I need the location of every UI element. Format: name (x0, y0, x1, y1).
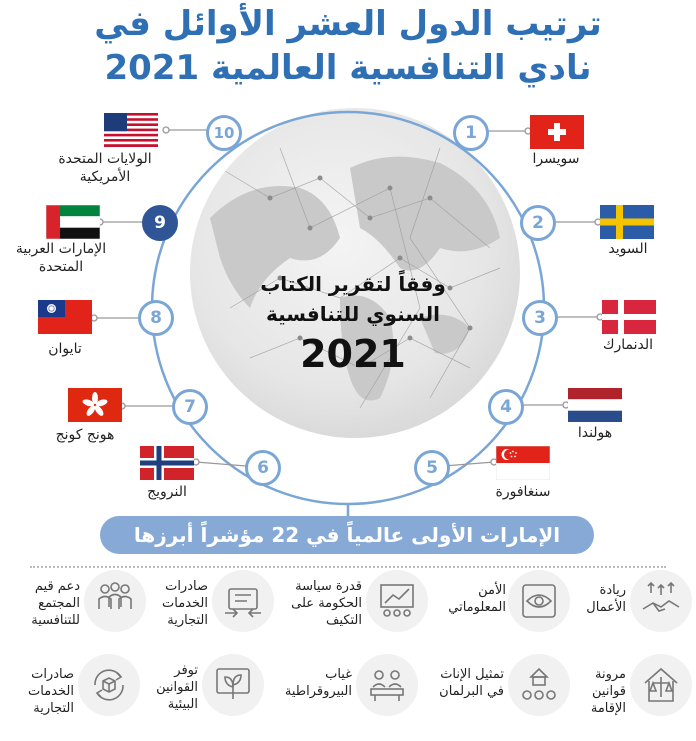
uae-flag (46, 205, 100, 239)
meeting-table-icon (356, 654, 418, 716)
country-name-3: الدنمارك (602, 337, 654, 353)
rank-3-badge: 3 (522, 300, 558, 336)
center-year: 2021 (300, 332, 406, 376)
indicator-10-line3: التجارية (33, 701, 74, 716)
indicator-8-line1: غياب (325, 667, 352, 682)
indicator-4-line1: صادرات (165, 579, 208, 594)
center-caption-line2: السنوي للتنافسية (266, 302, 440, 326)
indicator-8-line2: البيروقراطية (284, 684, 352, 699)
indicator-10-line1: صادرات (31, 667, 74, 682)
presentation-chart-icon (366, 570, 428, 632)
country-name-4: هولندا (577, 425, 613, 441)
page-title-line2: نادي التنافسية العالمية 2021 (104, 48, 592, 88)
rank-8-badge: 8 (138, 300, 174, 336)
country-name-9-line1: الإمارات العربية (15, 241, 107, 257)
indicator-3-line2: الحكومة على (291, 596, 362, 611)
house-scales-icon (630, 654, 692, 716)
hong-kong-flag (68, 388, 122, 422)
indicator-1-line2: الأعمال (586, 600, 626, 615)
indicator-2-line1: الأمن (478, 583, 506, 598)
divider (30, 566, 666, 568)
box-cycle-icon (78, 654, 140, 716)
rank-4-badge: 4 (488, 389, 524, 425)
parliament-icon (508, 654, 570, 716)
country-name-9-line2: المتحدة (38, 259, 84, 275)
page-title-line1: ترتيب الدول العشر الأوائل في (94, 4, 602, 44)
rank-10-badge: 10 (206, 115, 242, 151)
rank-7-badge: 7 (172, 389, 208, 425)
country-name-7: هونج كونج (55, 427, 115, 443)
singapore-flag (496, 446, 550, 480)
country-name-10-line1: الولايات المتحدة (58, 151, 152, 167)
country-name-1: سويسرا (532, 151, 580, 167)
country-name-5: سنغافورة (495, 484, 551, 500)
indicator-6-line2: قوانين (592, 684, 626, 699)
indicator-3-line1: قدرة سياسة (295, 579, 362, 594)
rank-1-badge: 1 (453, 115, 489, 151)
uae-first-banner: الإمارات الأولى عالمياً في 22 مؤشراً أبرزها (100, 516, 594, 554)
netherlands-flag (568, 388, 622, 422)
indicator-5-line1: دعم قيم (34, 579, 80, 594)
sweden-flag (600, 205, 654, 239)
indicator-3-line3: التكيف (325, 613, 362, 628)
rank-9-badge: 9 (142, 205, 178, 241)
rank-2-badge: 2 (520, 205, 556, 241)
rank-5-badge: 5 (414, 450, 450, 486)
country-name-10-line2: الأمريكية (79, 169, 131, 185)
indicator-6-line1: مرونة (594, 667, 626, 682)
indicator-6-line3: الإقامة (590, 701, 626, 716)
community-people-icon (84, 570, 146, 632)
country-name-8: تايوان (48, 341, 82, 357)
usa-flag (104, 113, 158, 147)
norway-flag (140, 446, 194, 480)
switzerland-flag (530, 115, 584, 149)
indicator-10-line2: الخدمات (28, 684, 74, 699)
country-name-6: النرويج (147, 484, 187, 500)
indicator-9-line1: توفر (174, 663, 198, 678)
indicator-4-line3: التجارية (167, 613, 208, 628)
taiwan-flag (38, 300, 92, 334)
indicator-2-line2: المعلوماتي (448, 600, 506, 615)
indicator-5-line2: المجتمع (38, 596, 80, 611)
denmark-flag (602, 300, 656, 334)
rank-6-badge: 6 (245, 450, 281, 486)
center-caption-line1: وفقاً لتقرير الكتاب (260, 272, 446, 296)
country-name-2: السويد (608, 241, 648, 257)
services-export-icon (212, 570, 274, 632)
indicator-7-line2: في البرلمان (439, 684, 504, 699)
indicator-7-line1: تمثيل الإناث (440, 667, 504, 682)
handshake-growth-icon (630, 570, 692, 632)
security-eye-icon (508, 570, 570, 632)
plant-board-icon (202, 654, 264, 716)
indicator-9-line3: البيئية (167, 697, 198, 712)
indicator-1-line1: ريادة (599, 583, 626, 598)
indicator-9-line2: القوانين (156, 680, 198, 695)
indicator-5-line3: للتنافسية (31, 613, 80, 628)
indicator-4-line2: الخدمات (162, 596, 208, 611)
